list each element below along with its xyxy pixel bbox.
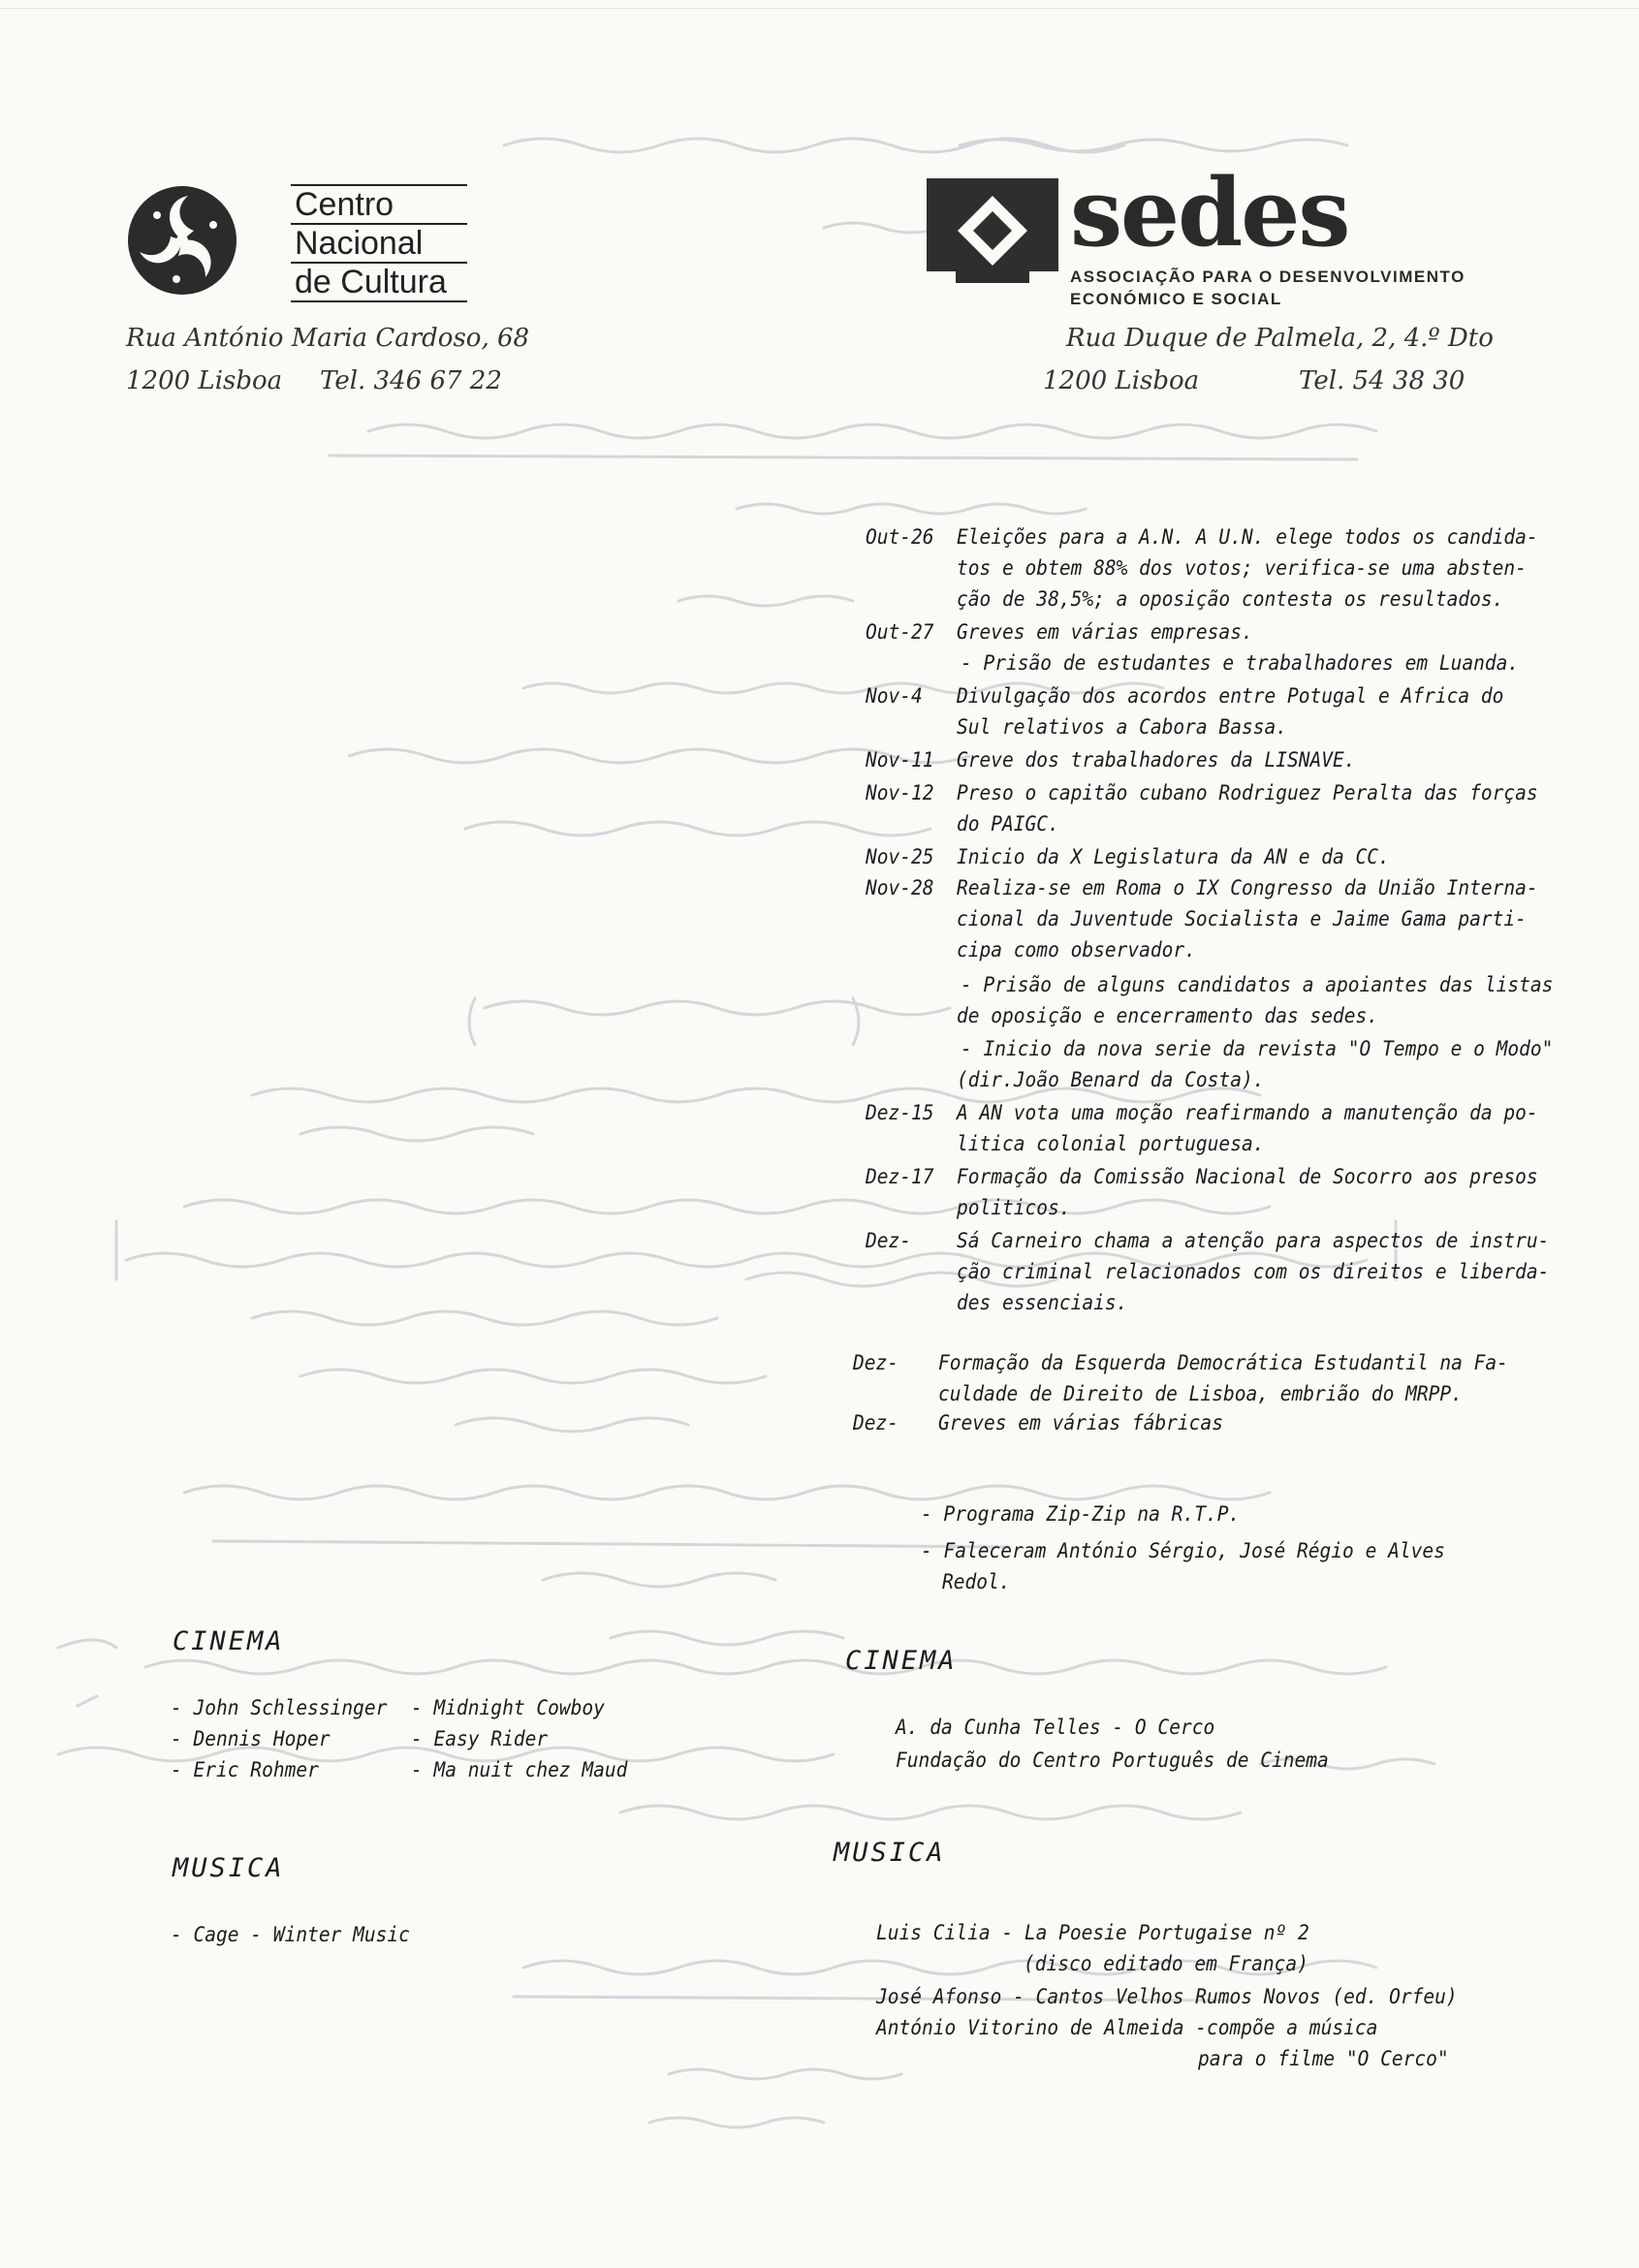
cnc-name-line-3: de Cultura	[291, 262, 467, 302]
entry-line: - Inicio da nova serie da revista "O Tempo e o Modo"	[961, 1037, 1554, 1060]
entry-line: Preso o capitão cubano Rodriguez Peralta das forças	[957, 781, 1538, 804]
entry-date: Nov-4	[866, 684, 923, 708]
right-musica-line: António Vitorino de Almeida -compõe a música	[876, 2016, 1378, 2039]
entry-date: Nov-12	[866, 781, 934, 804]
entry-line: Greves em várias empresas.	[957, 620, 1253, 644]
left-cinema-director: - Dennis Hoper	[171, 1727, 331, 1750]
entry-line: A AN vota uma moção reafirmando a manutenção da po-	[957, 1101, 1538, 1124]
cnc-name-line-1: Centro	[291, 184, 467, 223]
entry-line: ção criminal relacionados com os direitos e liberda-	[957, 1260, 1550, 1283]
sedes-phone: Tel. 54 38 30	[1299, 366, 1466, 395]
entry-line: Sá Carneiro chama a atenção para aspectos de instru-	[957, 1229, 1550, 1252]
entry-date: Nov-25	[866, 845, 934, 868]
left-cinema-film: - Midnight Cowboy	[411, 1696, 605, 1719]
cnc-city: 1200 Lisboa	[126, 366, 283, 395]
entry-date: Dez-	[866, 1229, 912, 1252]
entry-line: Inicio da X Legislatura da AN e da CC.	[957, 845, 1390, 868]
entry-line: Greves em várias fábricas	[938, 1411, 1223, 1434]
sedes-wordmark: sedes	[1070, 158, 1349, 268]
right-musica-line: Luis Cilia - La Poesie Portugaise nº 2	[876, 1921, 1309, 1944]
cnc-logo-icon	[124, 182, 240, 299]
entry-line: Formação da Comissão Nacional de Socorro aos presos	[957, 1165, 1538, 1188]
entry-line: Sul relativos a Cabora Bassa.	[957, 715, 1287, 739]
left-cinema-heading: CINEMA	[173, 1626, 285, 1656]
right-musica-line: José Afonso - Cantos Velhos Rumos Novos (ed. Orfeu)	[876, 1985, 1458, 2008]
entry-date: Out-26	[866, 525, 934, 549]
entry-line: do PAIGC.	[957, 812, 1059, 835]
sedes-city: 1200 Lisboa	[1043, 366, 1200, 395]
left-cinema-director: - John Schlessinger	[171, 1696, 388, 1719]
entry-date: Dez-	[853, 1411, 899, 1434]
right-musica-heading: MUSICA	[834, 1838, 946, 1868]
right-cinema-line: A. da Cunha Telles - O Cerco	[896, 1716, 1215, 1739]
note-line: - Programa Zip-Zip na R.T.P.	[921, 1502, 1241, 1526]
left-cinema-film: - Easy Rider	[411, 1727, 549, 1750]
cnc-name-block	[291, 184, 467, 302]
entry-line: litica colonial portuguesa.	[957, 1132, 1265, 1155]
entry-date: Dez-17	[866, 1165, 934, 1188]
sedes-subtitle-line-1: ASSOCIAÇÃO PARA O DESENVOLVIMENTO	[1070, 268, 1466, 286]
right-cinema-line: Fundação do Centro Português de Cinema	[896, 1748, 1329, 1772]
entry-line: Formação da Esquerda Democrática Estudantil na Fa-	[938, 1351, 1508, 1374]
entry-line: cional da Juventude Socialista e Jaime Gama parti-	[957, 907, 1527, 930]
right-musica-line: (disco editado em França)	[1024, 1952, 1308, 1975]
right-musica-line: para o filme "O Cerco"	[1198, 2047, 1449, 2070]
entry-line: (dir.João Benard da Costa).	[957, 1068, 1265, 1091]
entry-date: Out-27	[866, 620, 934, 644]
entry-line: tos e obtem 88% dos votos; verifica-se uma absten-	[957, 556, 1527, 580]
entry-line: - Prisão de estudantes e trabalhadores em Luanda.	[961, 651, 1520, 675]
entry-line: culdade de Direito de Lisboa, embrião do MRPP.	[938, 1382, 1463, 1405]
entry-date: Dez-	[853, 1351, 899, 1374]
entry-line: Eleições para a A.N. A U.N. elege todos os candida-	[957, 525, 1538, 549]
entry-date: Nov-11	[866, 748, 934, 772]
sedes-logo-icon	[927, 178, 1058, 283]
left-musica-heading: MUSICA	[173, 1853, 285, 1883]
left-cinema-film: - Ma nuit chez Maud	[411, 1758, 628, 1781]
left-musica-item: - Cage - Winter Music	[171, 1923, 410, 1946]
entry-line: Realiza-se em Roma o IX Congresso da União Interna-	[957, 876, 1538, 899]
cnc-phone: Tel. 346 67 22	[320, 366, 502, 395]
right-cinema-heading: CINEMA	[845, 1646, 958, 1676]
entry-line: - Prisão de alguns candidatos a apoiantes das listas	[961, 973, 1554, 996]
entry-date: Nov-28	[866, 876, 934, 899]
entry-line: ção de 38,5%; a oposição contesta os resultados.	[957, 587, 1504, 611]
note-line: - Faleceram António Sérgio, José Régio e Alves	[921, 1539, 1445, 1562]
sedes-subtitle-line-2: ECONÓMICO E SOCIAL	[1070, 290, 1282, 308]
entry-line: Divulgação dos acordos entre Potugal e Africa do	[957, 684, 1504, 708]
note-line: Redol.	[942, 1570, 1011, 1593]
cnc-address: Rua António Maria Cardoso, 68	[126, 324, 530, 353]
left-cinema-director: - Eric Rohmer	[171, 1758, 319, 1781]
entry-line: Greve dos trabalhadores da LISNAVE.	[957, 748, 1356, 772]
cnc-name-line-2: Nacional	[291, 223, 467, 262]
sedes-address: Rua Duque de Palmela, 2, 4.º Dto	[1066, 324, 1494, 353]
entry-line: de oposição e encerramento das sedes.	[957, 1004, 1379, 1027]
sedes-subtitle	[1070, 266, 1466, 310]
entry-line: des essenciais.	[957, 1291, 1128, 1314]
entry-date: Dez-15	[866, 1101, 934, 1124]
entry-line: politicos.	[957, 1196, 1071, 1219]
entry-line: cipa como observador.	[957, 938, 1196, 961]
